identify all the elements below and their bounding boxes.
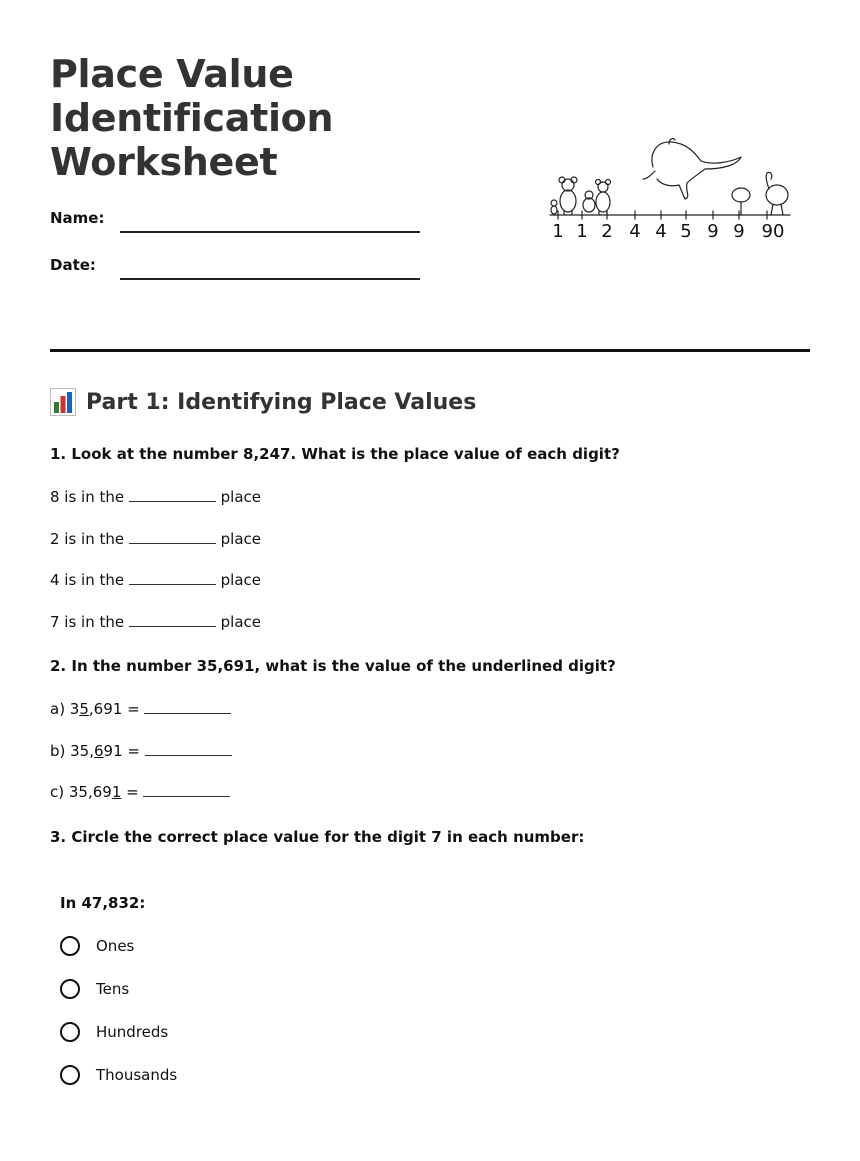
underlined-digit: 6 <box>94 742 104 760</box>
section-divider <box>50 349 810 352</box>
option-label: Tens <box>96 980 130 998</box>
option-label: Ones <box>96 937 135 955</box>
title-line-2: Identification <box>50 96 334 140</box>
answer-blank[interactable] <box>129 487 216 502</box>
radio-circle[interactable] <box>60 979 80 999</box>
option-label: Thousands <box>96 1066 178 1084</box>
q1-line-1: 8 is in the place <box>50 488 262 506</box>
animals-number-line-drawing <box>545 135 795 245</box>
q2-item-b: b) 35,691 = <box>50 741 232 760</box>
number-label: 9 <box>733 221 745 242</box>
underlined-digit: 5 <box>79 700 89 718</box>
question-3: 3. Circle the correct place value for the digit 7 in each number: <box>50 828 585 846</box>
underlined-digit: 1 <box>111 783 122 801</box>
part-1-heading-text: Part 1: Identifying Place Values <box>86 389 477 415</box>
number-label: 4 <box>629 221 641 242</box>
page-title <box>50 52 333 184</box>
title-line-3: Worksheet <box>50 140 278 184</box>
option-ones[interactable] <box>60 934 134 958</box>
answer-blank[interactable] <box>129 529 216 544</box>
number-label: 9 <box>707 221 719 242</box>
part-1-heading <box>50 388 476 416</box>
radio-circle[interactable] <box>60 1065 80 1085</box>
answer-blank[interactable] <box>144 699 231 714</box>
q1-line-3: 4 is in the place <box>50 571 262 589</box>
number-label: 4 <box>655 221 667 242</box>
number-label: 5 <box>680 221 692 242</box>
number-label: 1 <box>552 221 564 242</box>
name-label: Name: <box>50 209 105 227</box>
bar-chart-icon <box>50 388 76 416</box>
q2-item-a: a) 35,691 = <box>50 699 231 718</box>
answer-blank[interactable] <box>143 782 230 797</box>
number-line-illustration <box>545 135 795 245</box>
answer-blank[interactable] <box>129 570 216 585</box>
name-write-line[interactable] <box>120 231 420 233</box>
radio-circle[interactable] <box>60 1022 80 1042</box>
option-tens[interactable] <box>60 977 129 1001</box>
q1-line-4: 7 is in the place <box>50 613 262 631</box>
q1-line-2: 2 is in the place <box>50 530 262 548</box>
answer-blank[interactable] <box>129 612 216 627</box>
question-2: 2. In the number 35,691, what is the value of the underlined digit? <box>50 657 616 675</box>
option-label: Hundreds <box>96 1023 169 1041</box>
number-label: 1 <box>576 221 588 242</box>
q2-item-c: c) 35,691 = <box>50 782 230 801</box>
option-hundreds[interactable] <box>60 1020 168 1044</box>
radio-circle[interactable] <box>60 936 80 956</box>
title-line-1: Place Value <box>50 52 294 96</box>
number-label: 2 <box>601 221 613 242</box>
question-1: 1. Look at the number 8,247. What is the place value of each digit? <box>50 445 620 463</box>
date-write-line[interactable] <box>120 278 420 280</box>
date-label: Date: <box>50 256 96 274</box>
q3-group-label: In 47,832: <box>60 894 146 912</box>
number-label: 90 <box>761 221 785 242</box>
option-thousands[interactable] <box>60 1063 177 1087</box>
answer-blank[interactable] <box>145 741 232 756</box>
